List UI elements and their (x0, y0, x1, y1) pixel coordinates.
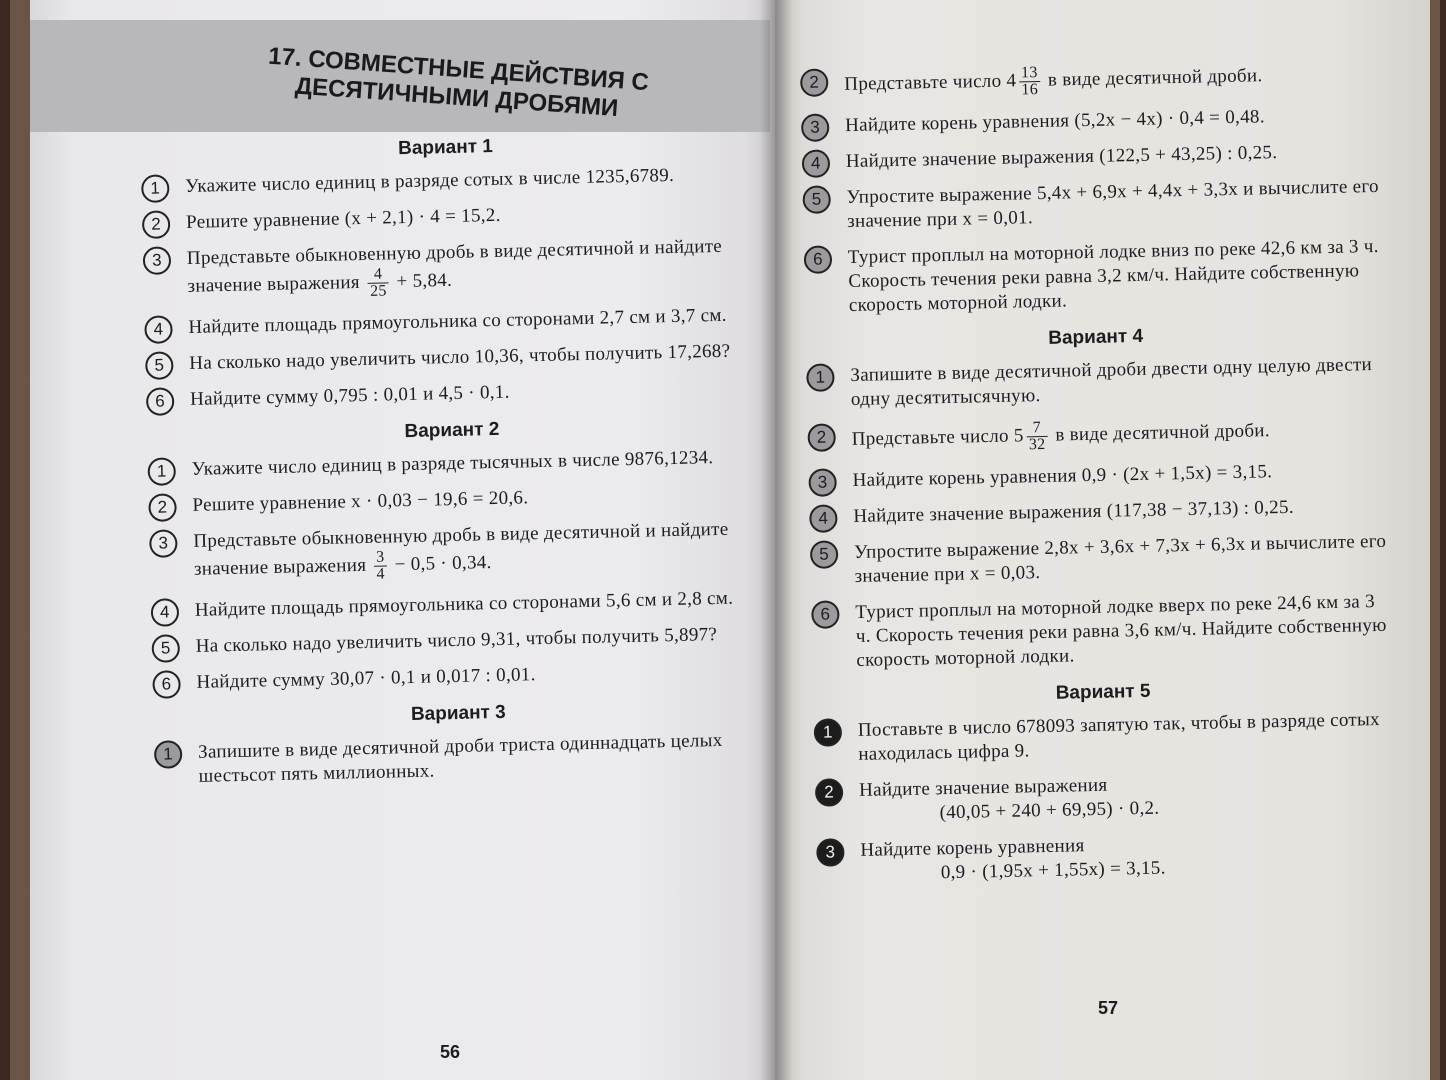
task-number: 3 (143, 246, 172, 275)
task-number: 3 (149, 529, 178, 558)
task-number: 5 (810, 540, 839, 569)
fraction (1026, 420, 1047, 453)
task-number: 1 (147, 457, 176, 486)
task-number: 2 (807, 423, 836, 452)
task-text: Поставьте в число 678093 запятую так, чтобы в разряде сотых находилась цифра 9. (857, 709, 1381, 765)
task-text: Представьте обыкновенную дробь в виде десятичной и найдите значение выражения (186, 235, 723, 297)
task-number: 4 (809, 504, 838, 533)
task-text: Турист проплыл на моторной лодке вниз по реке 42,6 км за 3 ч. Скорость течения реки равна 3,2 км/ч. Найдите собственную скорость моторной лодки. (847, 235, 1379, 317)
left-page-number: 56 (440, 1042, 461, 1062)
v1-task-5 (145, 339, 755, 377)
task-number: 1 (814, 718, 843, 747)
variant-5-title: Вариант 5 (1055, 680, 1151, 704)
v1-task-3 (143, 234, 754, 305)
task-text: Представьте обыкновенную дробь в виде десятичной и найдите значение выражения (193, 518, 729, 580)
fraction (368, 266, 389, 299)
v1-task-1 (141, 162, 751, 200)
v5-task-2 (815, 768, 1396, 828)
task-text: Найдите сумму 0,795 : 0,01 и 4,5 · 0,1. (189, 381, 510, 410)
variant-1-title: Вариант 1 (397, 136, 494, 160)
task-text: Укажите число единиц в разряде тысячных в числе 9876,1234. (191, 447, 714, 480)
v2-task-5 (151, 622, 761, 660)
task-text: Упростите выражение 2,8x + 3,6x + 7,3x + 6,3x и вычислите его значение при x = 0,03. (853, 530, 1387, 587)
fraction-denominator: 25 (369, 282, 387, 300)
variant-4-title: Вариант 4 (1048, 325, 1144, 349)
task-text: Найдите значение выражения (117,38 − 37,13) : 0,25. (853, 496, 1295, 527)
fraction-denominator: 4 (376, 565, 386, 583)
task-text: Найдите значение выражения (122,5 + 43,25) : 0,25. (845, 142, 1278, 173)
task-text: Найдите сумму 30,07 · 0,1 и 0,017 : 0,01. (196, 664, 536, 693)
task-number: 3 (801, 113, 830, 142)
v3-task-5 (802, 175, 1383, 235)
task-number: 1 (141, 174, 170, 203)
task-text: Представьте число (851, 425, 1010, 450)
task-number: 2 (800, 68, 829, 97)
task-text: Найдите значение выражения (858, 774, 1108, 801)
task-number: 4 (151, 598, 180, 627)
task-number: 4 (144, 315, 173, 344)
v1-task-2 (142, 198, 752, 236)
v3-task-1 (154, 728, 765, 790)
v2-task-6 (152, 658, 762, 696)
task-text: Найдите корень уравнения 0,9 · (2x + 1,5x) = 3,15. (852, 461, 1273, 491)
v2-task-3 (149, 517, 760, 588)
task-number: 5 (151, 634, 180, 663)
task-text: Найдите корень уравнения (860, 835, 1085, 861)
v1-task-6 (146, 375, 756, 413)
v2-task-1 (147, 445, 757, 483)
task-number: 5 (145, 351, 174, 380)
right-page-number: 57 (1098, 998, 1119, 1018)
task-text: Запишите в виде десятичной дроби двести одну целую двести одну десятитысячную. (850, 354, 1373, 411)
fraction-numerator: 3 (374, 550, 387, 567)
task-text: Найдите площадь прямоугольника со сторонами 2,7 см и 3,7 см. (188, 304, 727, 338)
task-text-end: + 5,84. (396, 269, 453, 293)
task-text: На сколько надо увеличить число 10,36, чтобы получить 17,268? (189, 340, 731, 374)
task-number: 6 (146, 387, 175, 416)
book-spine (760, 0, 792, 1080)
task-number: 3 (808, 468, 837, 497)
fraction-denominator: 32 (1028, 435, 1046, 454)
task-number: 2 (148, 493, 177, 522)
v4-task-5 (810, 530, 1391, 590)
v4-task-6 (811, 590, 1392, 674)
fraction (1019, 65, 1040, 98)
task-expression: (40,05 + 240 + 69,95) · 0,2. (939, 797, 1160, 824)
task-text: Укажите число единиц в разряде сотых в числе 1235,6789. (185, 164, 675, 197)
task-text-end: − 0,5 · 0,34. (394, 551, 492, 576)
v1-task-4 (144, 303, 754, 341)
v3-task-3 (801, 103, 1381, 139)
fraction-denominator: 16 (1021, 81, 1039, 99)
variant-3-title: Вариант 3 (410, 701, 506, 726)
v2-task-2 (148, 481, 758, 519)
task-number: 6 (152, 670, 181, 699)
mixed-number-whole: 4 (1006, 70, 1017, 92)
task-text: Турист проплыл на моторной лодке вверх по реке 24,6 км за 3 ч. Скорость течения реки равна 3,6 км/ч. Найдите собственную скорость моторной лодки. (855, 591, 1387, 671)
task-text-end: в виде десятичной дроби. (1047, 65, 1263, 91)
task-number: 1 (806, 363, 835, 392)
task-text: Найдите площадь прямоугольника со сторонами 5,6 см и 2,8 см. (194, 587, 734, 621)
v2-task-4 (151, 586, 761, 624)
task-text: Решите уравнение x · 0,03 − 19,6 = 20,6. (192, 487, 529, 516)
task-text: Запишите в виде десятичной дроби триста одиннадцать целых шестьсот пять миллионных. (197, 729, 723, 787)
v4-task-1 (806, 353, 1387, 413)
left-page-content (140, 116, 765, 802)
task-number: 6 (804, 245, 833, 274)
task-text: Упростите выражение 5,4x + 6,9x + 4,4x + 3,3x и вычислите его значение при x = 0,01. (846, 175, 1380, 233)
task-number: 6 (811, 600, 840, 629)
task-number: 2 (142, 210, 171, 239)
task-text: Решите уравнение (x + 2,1) · 4 = 15,2. (185, 204, 501, 233)
fraction-numerator: 13 (1019, 65, 1040, 82)
v3-task-4 (802, 139, 1382, 175)
v5-task-1 (814, 708, 1395, 768)
v5-task-3 (816, 828, 1397, 888)
task-number: 4 (802, 149, 831, 178)
task-text: На сколько надо увеличить число 9,31, чтобы получить 5,897? (195, 624, 718, 657)
v4-task-4 (809, 494, 1389, 530)
v3-task-6 (804, 235, 1385, 319)
right-page-content (800, 58, 1397, 900)
task-number: 5 (802, 185, 831, 214)
variant-2-title: Вариант 2 (404, 418, 500, 443)
chapter-title: 17. СОВМЕСТНЫЕ ДЕЙСТВИЯ С ДЕСЯТИЧНЫМИ ДРОБЯМИ (267, 42, 650, 123)
task-text: Найдите корень уравнения (5,2x − 4x) · 0,4 = 0,48. (844, 106, 1265, 137)
task-number: 2 (815, 778, 844, 807)
fraction-numerator: 4 (368, 266, 389, 283)
fraction (374, 550, 387, 583)
task-number: 1 (154, 740, 183, 769)
fraction-numerator: 7 (1026, 420, 1047, 437)
task-number: 3 (816, 838, 845, 867)
mixed-number-whole: 5 (1013, 425, 1024, 447)
task-expression: 0,9 · (1,95x + 1,55x) = 3,15. (940, 857, 1166, 884)
v4-task-2 (807, 413, 1388, 458)
v4-task-3 (808, 458, 1388, 494)
task-text-end: в виде десятичной дроби. (1055, 420, 1271, 446)
task-text: Представьте число (844, 70, 1002, 95)
